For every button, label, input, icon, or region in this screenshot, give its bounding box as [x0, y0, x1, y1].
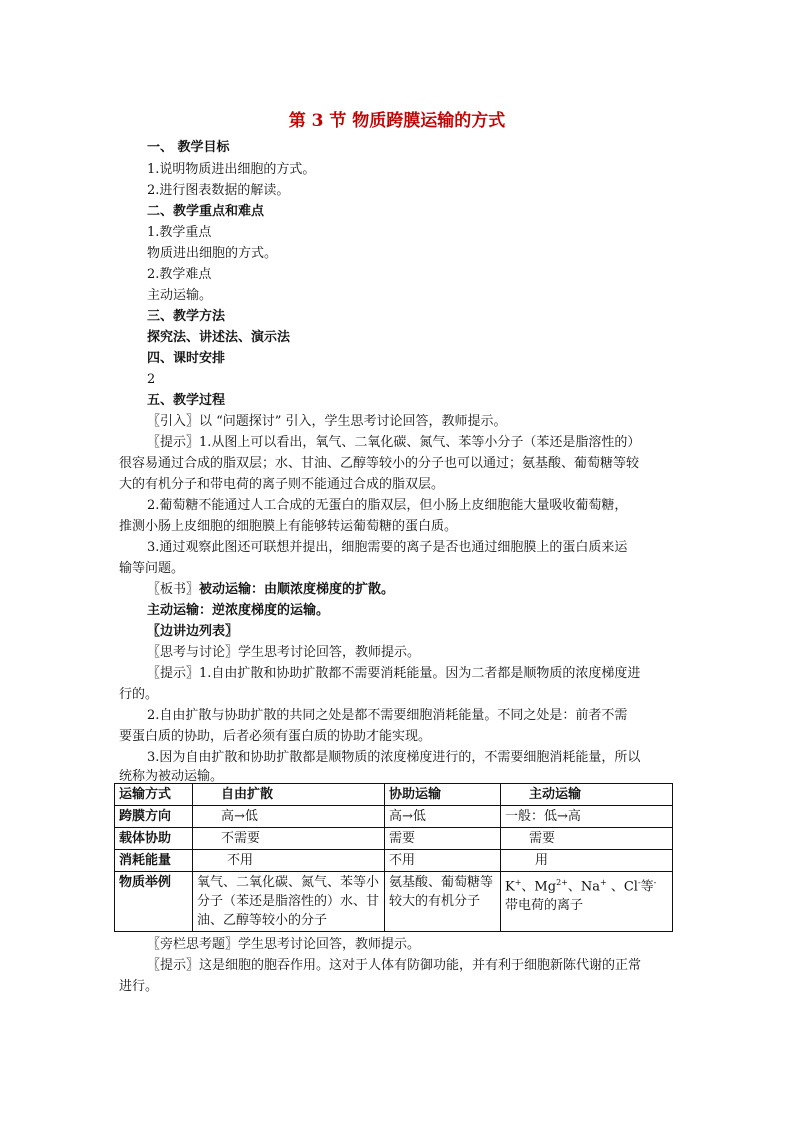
- section-heading: 三、教学方法: [147, 309, 226, 324]
- paragraph-line: 进行。: [119, 979, 159, 994]
- table-cell: 用: [501, 850, 673, 872]
- table-row: [115, 850, 673, 872]
- ion-charge: -: [653, 878, 657, 887]
- table-cell: 跨膜方向: [115, 806, 193, 828]
- table-header-row: [115, 784, 673, 806]
- ion-charge: +: [514, 878, 522, 887]
- paragraph-line: 〖提示〗1.自由扩散和协助扩散都不需要消耗能量。因为二者都是顺物质的浓度梯度进: [147, 666, 641, 681]
- section-heading: 二、教学重点和难点: [147, 204, 265, 219]
- paragraph-line: 3.通过观察此图还可联想并提出，细胞需要的离子是否也通过细胞膜上的蛋白质来运: [147, 540, 628, 555]
- paragraph-line: 主动运输：逆浓度梯度的运输。: [147, 603, 330, 618]
- paragraph-line: 行的。: [119, 687, 159, 702]
- ion-text: 、Na: [567, 879, 600, 895]
- table-cell: 载体协助: [115, 828, 193, 850]
- text-line: 2: [147, 372, 156, 387]
- paragraph-line: 〖思考与讨论〗学生思考讨论回答，教师提示。: [147, 645, 421, 660]
- paragraph-line: 〖提示〗1.从图上可以看出，氧气、二氧化碳、氮气、苯等小分子（苯还是脂溶性的）: [147, 435, 641, 450]
- paragraph-line: 〖提示〗这是细胞的胞吞作用。这对于人体有防御功能，并有利于细胞新陈代谢的正常: [147, 958, 642, 973]
- section-heading: 五、教学过程: [147, 393, 226, 408]
- paragraph-line: 〖引入〗以 “问题探讨” 引入，学生思考讨论回答，教师提示。: [147, 414, 507, 429]
- paragraph-line: 输等问题。: [119, 561, 185, 576]
- transport-table: [114, 783, 673, 932]
- table-cell: 需要: [385, 828, 501, 850]
- paragraph-line: 大的有机分子和带电荷的离子则不能通过合成的脂双层。: [119, 477, 445, 492]
- bracket-label: 〖板书〗: [147, 582, 200, 597]
- table-row: [115, 806, 673, 828]
- paragraph-line: [147, 580, 394, 599]
- table-row: [115, 872, 673, 932]
- paragraph-line: 推测小肠上皮细胞的细胞膜上有能够转运葡萄糖的蛋白质。: [119, 519, 458, 534]
- ion-text: K: [505, 879, 515, 895]
- page-title: 第 3 节 物质跨膜运输的方式: [288, 111, 506, 131]
- paragraph-line: 统称为被动运输。: [119, 769, 224, 784]
- table-cell: 消耗能量: [115, 850, 193, 872]
- table-cell: 高→低: [193, 806, 385, 828]
- table-cell: 不用: [193, 850, 385, 872]
- ion-text: 等: [640, 879, 654, 895]
- text-line: 物质进出细胞的方式。: [147, 246, 278, 261]
- table-header-cell: 自由扩散: [193, 784, 385, 806]
- ion-charge: +: [600, 878, 607, 887]
- paragraph-line: 2.葡萄糖不能通过人工合成的无蛋白的脂双层，但小肠上皮细胞能大量吸收葡萄糖，: [147, 498, 628, 513]
- paragraph-line: 2.自由扩散与协助扩散的共同之处是都不需要细胞消耗能量。不同之处是：前者不需: [147, 708, 628, 723]
- table-cell: 一般：低→高: [501, 806, 673, 828]
- paragraph-line: 要蛋白质的协助，后者必须有蛋白质的协助才能实现。: [119, 729, 432, 744]
- table-cell: 氧气、二氧化碳、氮气、苯等小分子（苯还是脂溶性的）水、甘油、乙醇等较小的分子: [193, 872, 385, 932]
- table-cell: 不需要: [193, 828, 385, 850]
- table-cell: 高→低: [385, 806, 501, 828]
- ions-cell: [501, 872, 673, 932]
- table-cell: 氨基酸、葡萄糖等较大的有机分子: [385, 872, 501, 932]
- ion-text: 、Cl: [606, 879, 638, 895]
- ion-text: 、Mg: [521, 879, 557, 895]
- text-line: 主动运输。: [147, 288, 213, 303]
- section-heading: 四、课时安排: [147, 351, 226, 366]
- paragraph-line: 很容易通过合成的脂双层；水、甘油、乙醇等较小的分子也可以通过；氨基酸、葡萄糖等较: [119, 456, 640, 471]
- ion-charge: 2+: [556, 878, 568, 887]
- board-text: 被动运输：由顺浓度梯度的扩散。: [199, 582, 395, 597]
- table-header-cell: 运输方式: [115, 784, 193, 806]
- table-row: [115, 828, 673, 850]
- text-line: 1.教学重点: [147, 225, 212, 240]
- ion-text: 带电荷的离子: [505, 898, 584, 914]
- text-line: 2.进行图表数据的解读。: [147, 183, 290, 198]
- table-header-cell: 协助运输: [385, 784, 501, 806]
- text-line: 探究法、讲述法、演示法: [147, 330, 291, 345]
- table-cell: 物质举例: [115, 872, 193, 932]
- text-line: 2.教学难点: [147, 267, 212, 282]
- paragraph-line: 3.因为自由扩散和协助扩散都是顺物质的浓度梯度进行的，不需要细胞消耗能量，所以: [147, 750, 641, 765]
- section-heading: 一、 教学目标: [147, 140, 230, 155]
- table-cell: 需要: [501, 828, 673, 850]
- table-header-cell: 主动运输: [501, 784, 673, 806]
- paragraph-line: 〖边讲边列表〗: [147, 624, 239, 639]
- text-line: 1.说明物质进出细胞的方式。: [147, 162, 316, 177]
- ion-charge: -: [637, 878, 641, 887]
- table-cell: 不用: [385, 850, 501, 872]
- paragraph-line: 〖旁栏思考题〗学生思考讨论回答，教师提示。: [147, 937, 421, 952]
